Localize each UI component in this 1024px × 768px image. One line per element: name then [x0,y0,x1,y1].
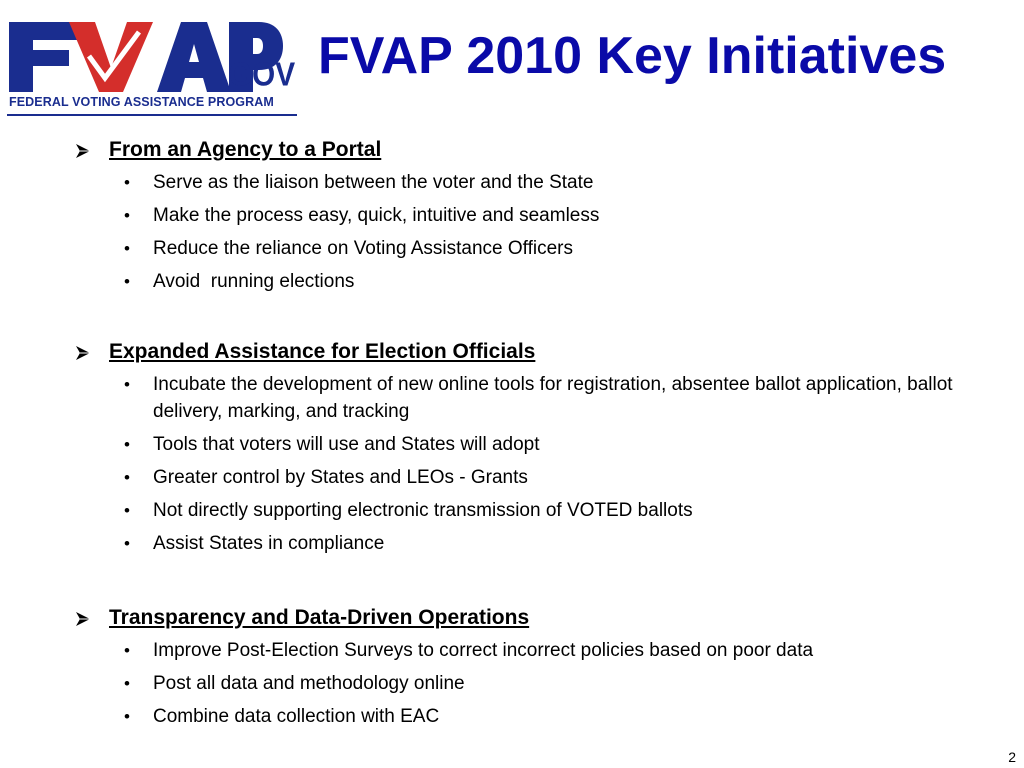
bullet-text: Not directly supporting electronic transmission of VOTED ballots [153,500,693,521]
list-item [0,169,953,196]
list-item [0,530,953,557]
bullet-text: Make the process easy, quick, intuitive and seamless [153,205,600,226]
bullet-dot: • [124,641,130,660]
svg-text:GOV: GOV [228,56,296,90]
bullet-text: Avoid running elections [153,271,355,292]
list-item [0,497,953,524]
list-item [0,268,953,295]
list-item [0,670,953,697]
section-heading [0,605,1000,635]
bullet-list [0,371,1000,557]
bullet-text: Reduce the reliance on Voting Assistance Officers [153,238,574,259]
bullet-list [0,637,1000,730]
section-heading [0,137,1000,167]
bullet-dot: • [124,674,130,693]
section-agency-to-portal [0,137,1000,301]
bullet-text: Greater control by States and LEOs - Grants [153,467,528,488]
list-item [0,371,953,425]
list-item [0,703,953,730]
bullet-dot: • [124,272,130,291]
bullet-dot: • [124,173,130,192]
list-item [0,431,953,458]
section-heading-text: From an Agency to a Portal [109,138,382,161]
list-item [0,637,1013,664]
bullet-text: Improve Post-Election Surveys to correct incorrect policies based on poor data [153,640,814,661]
section-heading-text: Transparency and Data-Driven Operations [109,606,530,629]
bullet-dot: • [124,501,130,520]
bullet-text: Tools that voters will use and States will adopt [153,434,540,455]
page-number: 2 [1008,749,1016,765]
bullet-text: Post all data and methodology online [153,673,465,694]
section-heading [0,339,1000,369]
arrowhead-icon [74,344,92,362]
bullet-dot: • [124,707,130,726]
bullet-list [0,169,1000,295]
bullet-text: Incubate the development of new online tools for registration, absentee ballot application, ballot delivery, marking, and tracking [153,374,953,422]
arrowhead-icon [74,610,92,628]
bullet-dot: • [124,239,130,258]
bullet-dot: • [124,206,130,225]
bullet-dot: • [124,468,130,487]
logo-tagline: FEDERAL VOTING ASSISTANCE PROGRAM [9,95,274,109]
list-item [0,235,953,262]
bullet-text: Serve as the liaison between the voter and the State [153,172,594,193]
arrowhead-icon [74,142,92,160]
list-item [0,202,953,229]
section-expanded-assistance [0,339,1000,563]
bullet-dot: • [124,534,130,553]
bullet-dot: • [124,375,130,394]
slide-title: FVAP 2010 Key Initiatives [318,27,947,85]
section-transparency [0,605,1000,736]
bullet-text: Assist States in compliance [153,533,385,554]
bullet-text: Combine data collection with EAC [153,706,440,727]
bullet-dot: • [124,435,130,454]
section-heading-text: Expanded Assistance for Election Officials [109,340,536,363]
list-item [0,464,953,491]
